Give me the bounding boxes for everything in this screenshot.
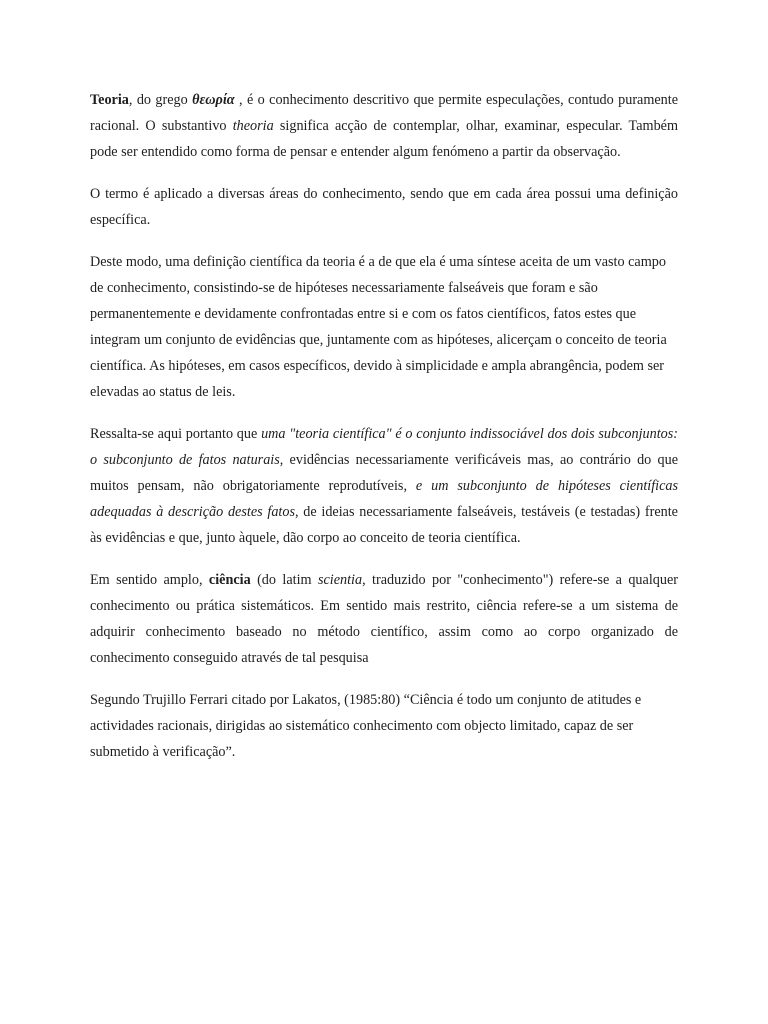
text-span: , evidências necessariamente verificáveis mas, ao contrário do que muitos pensam, não obrigatoriamente reprodutíveis, <box>90 452 678 494</box>
italic-span: uma "teoria científica" é o conjunto indissociável dos dois subconjuntos: o subconjunto de fatos naturais <box>90 426 679 468</box>
text-span: , de ideias necessariamente falseáveis, testáveis (e testadas) frente às evidências e que, junto àquele, dão corpo ao conceito de teoria científica. <box>90 504 678 546</box>
paragraph-ressalta <box>90 421 678 551</box>
greek-word: θεωρία <box>192 92 235 108</box>
text-span: significa acção de contemplar, olhar, examinar, especular. Também pode ser entendido como forma de pensar e entender algum fenómeno a partir da observação. <box>90 118 678 160</box>
paragraph-citation <box>90 687 678 765</box>
text-span: Ressalta-se aqui portanto que <box>90 426 262 442</box>
paragraph-termo-areas <box>90 181 678 233</box>
text-span: Segundo Trujillo Ferrari citado por Lakatos, (1985:80) “Ciência é todo um conjunto de atitudes e actividades racionais, dirigidas ao sistemático conhecimento com objecto limitado, capaz de ser submetido à verificação”. <box>90 692 642 760</box>
text-span: (do latim <box>250 572 318 588</box>
paragraph-teoria-definition <box>90 87 678 165</box>
document-body <box>90 87 678 781</box>
paragraph-definicao-cientifica <box>90 249 678 405</box>
paragraph-ciencia-definition <box>90 567 678 671</box>
text-span: O termo é aplicado a diversas áreas do conhecimento, sendo que em cada área possui uma definição específica. <box>90 186 678 228</box>
term-theoria: theoria <box>232 118 274 134</box>
term-teoria: Teoria <box>90 92 129 108</box>
text-span: Em sentido amplo, <box>90 572 209 588</box>
text-span: Deste modo, uma definição científica da teoria é a de que ela é uma síntese aceita de um vasto campo de conhecimento, consistindo-se de hipóteses necessariamente falseáveis que foram e são permanentemente e devidamente confrontadas entre si e com os fatos científicos, fatos estes que integram um conjunto de evidências que, juntamente com as hipóteses, alicerçam o conceito de teoria científica. As hipóteses, em casos específicos, devido à simplicidade e ampla abrangência, podem ser elevadas ao status de leis. <box>90 254 667 400</box>
text-span: , do grego <box>128 92 193 108</box>
term-ciencia: ciência <box>208 572 251 588</box>
term-scientia: scientia <box>317 572 363 588</box>
text-span: , traduzido por "conhecimento") refere-se a qualquer conhecimento ou prática sistemáticos. Em sentido mais restrito, ciência refere-se a um sistema de adquirir conhecimento baseado no método científico, assim como ao corpo organizado de conhecimento conseguido através de tal pesquisa <box>90 572 678 666</box>
text-span: , é o conhecimento descritivo que permite especulações, contudo puramente racional. O substantivo <box>90 92 679 134</box>
italic-span: e um subconjunto de hipóteses científicas adequadas à descrição destes fatos <box>90 478 678 520</box>
